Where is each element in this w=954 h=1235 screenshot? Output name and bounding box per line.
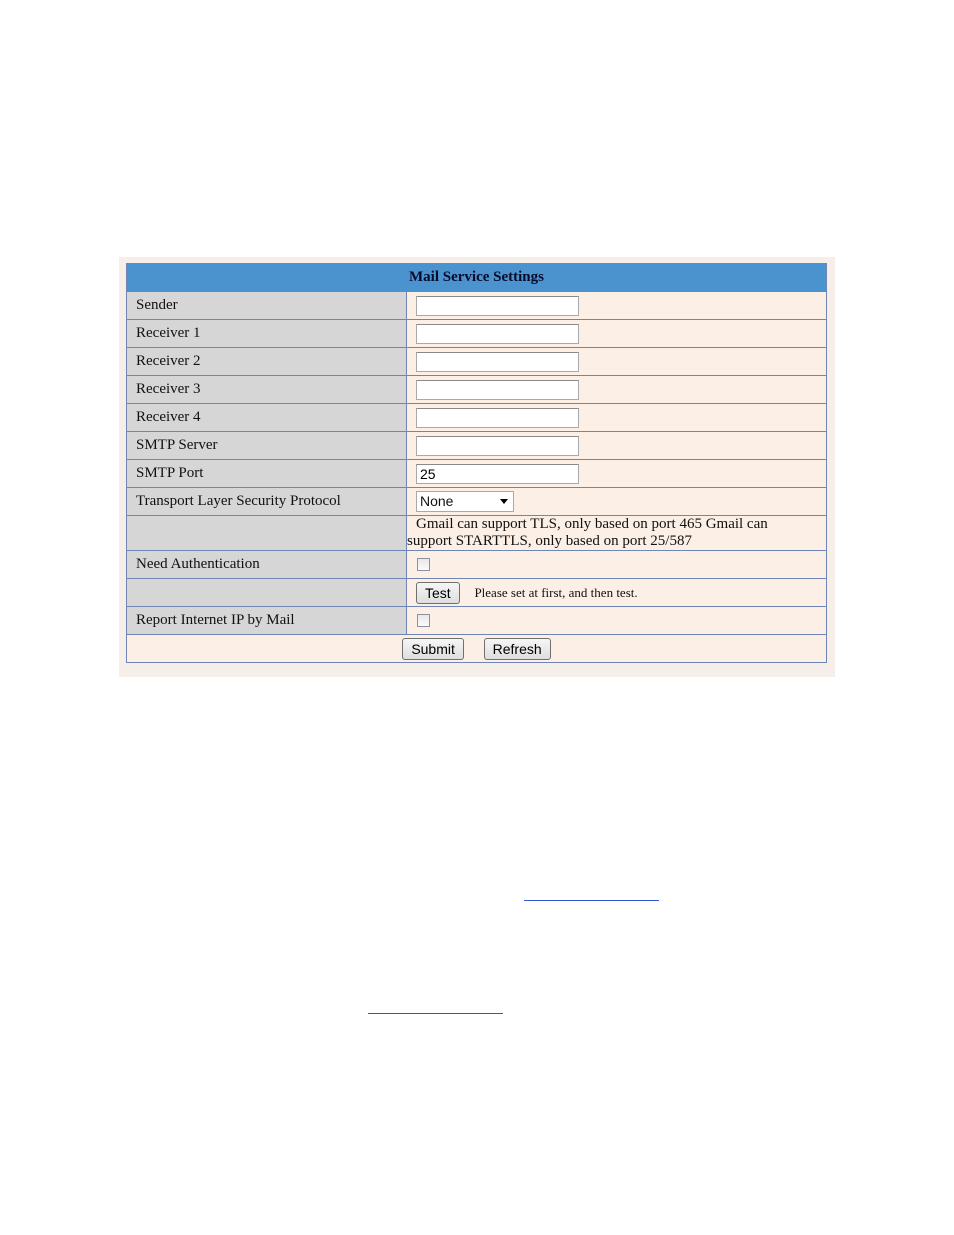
receiver-3-label: Receiver 3 (127, 376, 407, 404)
document-link-1[interactable] (524, 900, 659, 901)
mail-settings-table (126, 263, 827, 663)
receiver-1-input[interactable] (416, 324, 579, 344)
sender-input[interactable] (416, 296, 579, 316)
tls-selected-value: None (420, 493, 454, 509)
tls-note-line-1: Gmail can support TLS, only based on port 465 Gmail can (416, 516, 768, 532)
submit-button[interactable]: Submit (402, 638, 464, 660)
test-button[interactable]: Test (416, 582, 460, 604)
report-ip-checkbox[interactable] (417, 614, 430, 627)
receiver-3-input[interactable] (416, 380, 579, 400)
receiver-4-row (127, 404, 827, 432)
tls-note-line-2: support STARTTLS, only based on port 25/587 (407, 533, 692, 549)
smtp-server-input[interactable] (416, 436, 579, 456)
receiver-3-row (127, 376, 827, 404)
receiver-1-row (127, 320, 827, 348)
tls-label: Transport Layer Security Protocol (127, 488, 407, 516)
sender-row (127, 292, 827, 320)
receiver-2-input[interactable] (416, 352, 579, 372)
receiver-2-row (127, 348, 827, 376)
smtp-port-row (127, 460, 827, 488)
auth-checkbox[interactable] (417, 558, 430, 571)
tls-note-row (127, 516, 827, 551)
document-link-2[interactable] (368, 1013, 503, 1014)
auth-row (127, 551, 827, 579)
tls-select[interactable] (416, 491, 514, 512)
tls-note-label-empty (127, 516, 407, 551)
smtp-port-label: SMTP Port (127, 460, 407, 488)
refresh-button[interactable]: Refresh (484, 638, 551, 660)
test-row (127, 579, 827, 607)
tls-note (407, 516, 827, 551)
report-ip-label: Report Internet IP by Mail (127, 607, 407, 635)
report-ip-row (127, 607, 827, 635)
smtp-server-label: SMTP Server (127, 432, 407, 460)
mail-settings-panel (119, 257, 835, 677)
receiver-4-label: Receiver 4 (127, 404, 407, 432)
auth-label: Need Authentication (127, 551, 407, 579)
tls-row (127, 488, 827, 516)
smtp-port-input[interactable] (416, 464, 579, 484)
sender-label: Sender (127, 292, 407, 320)
receiver-1-label: Receiver 1 (127, 320, 407, 348)
actions-row (127, 635, 827, 663)
chevron-down-icon (500, 499, 508, 504)
receiver-4-input[interactable] (416, 408, 579, 428)
receiver-2-label: Receiver 2 (127, 348, 407, 376)
smtp-server-row (127, 432, 827, 460)
test-label-empty (127, 579, 407, 607)
test-hint: Please set at first, and then test. (474, 584, 638, 600)
form-title: Mail Service Settings (127, 264, 827, 292)
